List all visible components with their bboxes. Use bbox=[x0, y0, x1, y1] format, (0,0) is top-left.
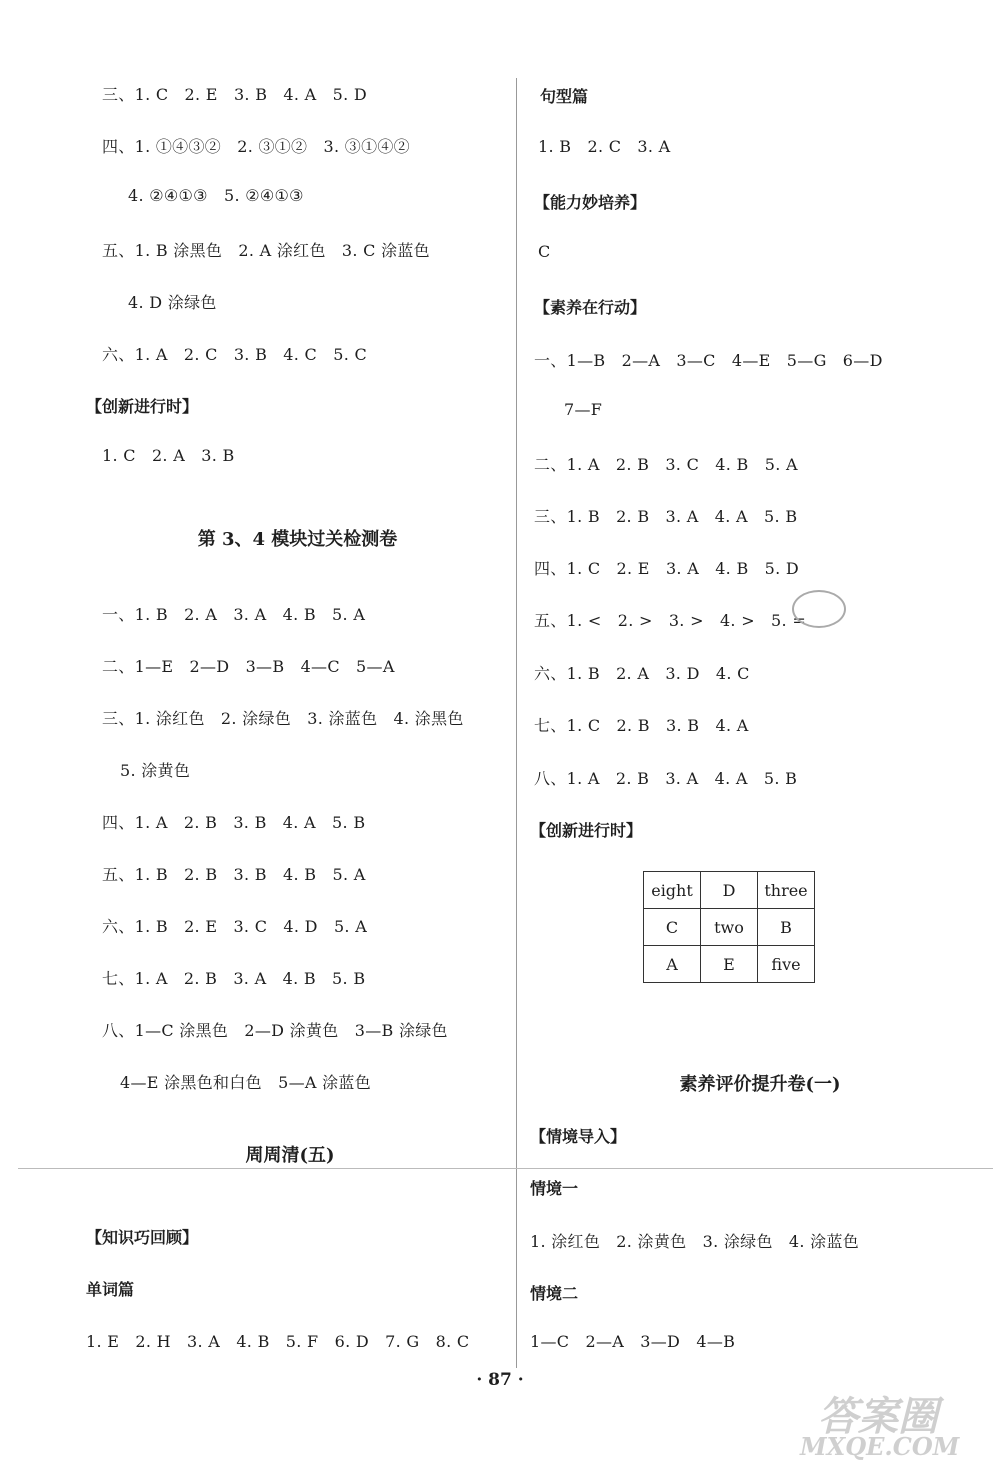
answer-line: 四、1. ①④③② 2. ③①② 3. ③①④② bbox=[102, 137, 410, 156]
grid-row bbox=[644, 946, 815, 983]
answer-line: 5. 涂黄色 bbox=[120, 761, 191, 780]
section-tag: 单词篇 bbox=[86, 1280, 135, 1299]
answer-line: 三、1. 涂红色 2. 涂绿色 3. 涂蓝色 4. 涂黑色 bbox=[102, 709, 464, 728]
section-title: 素养评价提升卷(一) bbox=[679, 1074, 841, 1095]
section-tag: 【创新进行时】 bbox=[530, 821, 643, 840]
answer-line: 七、1. A 2. B 3. A 4. B 5. B bbox=[102, 969, 366, 988]
grid-cell: C bbox=[644, 909, 701, 946]
section-tag: 【能力妙培养】 bbox=[534, 193, 647, 212]
section-tag: 【知识巧回顾】 bbox=[86, 1228, 199, 1247]
answer-line: 四、1. A 2. B 3. B 4. A 5. B bbox=[102, 813, 366, 832]
answer-line: 4—E 涂黑色和白色 5—A 涂蓝色 bbox=[120, 1073, 372, 1092]
answer-line: 7—F bbox=[564, 400, 603, 419]
grid-cell: two bbox=[701, 909, 758, 946]
answer-line: 三、1. C 2. E 3. B 4. A 5. D bbox=[102, 85, 368, 104]
answer-line: 六、1. B 2. A 3. D 4. C bbox=[534, 664, 750, 683]
answer-line: 四、1. C 2. E 3. A 4. B 5. D bbox=[534, 559, 800, 578]
watermark-site: MXQE.COM bbox=[800, 1432, 960, 1461]
grid-cell: eight bbox=[644, 872, 701, 909]
section-rule bbox=[18, 1168, 993, 1169]
section-title: 第 3、4 模块过关检测卷 bbox=[197, 529, 398, 550]
answer-line: 一、1—B 2—A 3—C 4—E 5—G 6—D bbox=[534, 351, 883, 370]
grid-cell: A bbox=[644, 946, 701, 983]
answer-line: 五、1. < 2. > 3. > 4. > 5. = bbox=[534, 611, 807, 630]
grid-cell: three bbox=[758, 872, 815, 909]
grid-row bbox=[644, 872, 815, 909]
answer-line: 五、1. B 涂黑色 2. A 涂红色 3. C 涂蓝色 bbox=[102, 241, 430, 260]
answer-line: 七、1. C 2. B 3. B 4. A bbox=[534, 716, 749, 735]
answer-line: 三、1. B 2. B 3. A 4. A 5. B bbox=[534, 507, 798, 526]
answer-line: 1—C 2—A 3—D 4—B bbox=[530, 1332, 736, 1351]
section-tag: 情境二 bbox=[530, 1284, 579, 1303]
answer-line: 八、1. A 2. B 3. A 4. A 5. B bbox=[534, 769, 798, 788]
section-tag: 【素养在行动】 bbox=[534, 298, 647, 317]
stamp-mark bbox=[792, 590, 846, 628]
answer-line: 1. 涂红色 2. 涂黄色 3. 涂绿色 4. 涂蓝色 bbox=[530, 1232, 860, 1251]
answer-line: 4. D 涂绿色 bbox=[128, 293, 217, 312]
section-tag: 【创新进行时】 bbox=[86, 397, 199, 416]
number-grid bbox=[643, 871, 815, 983]
column-divider bbox=[516, 78, 517, 1368]
answer-line: 六、1. B 2. E 3. C 4. D 5. A bbox=[102, 917, 368, 936]
answer-line: 1. C 2. A 3. B bbox=[102, 446, 235, 465]
section-tag: 情境一 bbox=[530, 1179, 579, 1198]
section-title: 周周清(五) bbox=[245, 1145, 335, 1166]
grid-cell: five bbox=[758, 946, 815, 983]
watermark-logo: 答案圈 bbox=[818, 1393, 938, 1440]
grid-cell: D bbox=[701, 872, 758, 909]
section-tag: 句型篇 bbox=[540, 87, 589, 106]
answer-line: 二、1—E 2—D 3—B 4—C 5—A bbox=[102, 657, 395, 676]
answer-line: C bbox=[538, 242, 551, 261]
answer-line: 五、1. B 2. B 3. B 4. B 5. A bbox=[102, 865, 366, 884]
page-number: · 87 · bbox=[476, 1370, 524, 1390]
section-tag: 【情境导入】 bbox=[530, 1127, 627, 1146]
answer-line: 1. E 2. H 3. A 4. B 5. F 6. D 7. G 8. C bbox=[86, 1332, 470, 1351]
grid-cell: B bbox=[758, 909, 815, 946]
answer-line: 六、1. A 2. C 3. B 4. C 5. C bbox=[102, 345, 368, 364]
answer-line: 八、1—C 涂黑色 2—D 涂黄色 3—B 涂绿色 bbox=[102, 1021, 448, 1040]
answer-line: 1. B 2. C 3. A bbox=[538, 137, 671, 156]
grid-row bbox=[644, 909, 815, 946]
answer-line: 一、1. B 2. A 3. A 4. B 5. A bbox=[102, 605, 366, 624]
answer-line: 4. ②④①③ 5. ②④①③ bbox=[128, 186, 304, 205]
answer-line: 二、1. A 2. B 3. C 4. B 5. A bbox=[534, 455, 798, 474]
grid-cell: E bbox=[701, 946, 758, 983]
